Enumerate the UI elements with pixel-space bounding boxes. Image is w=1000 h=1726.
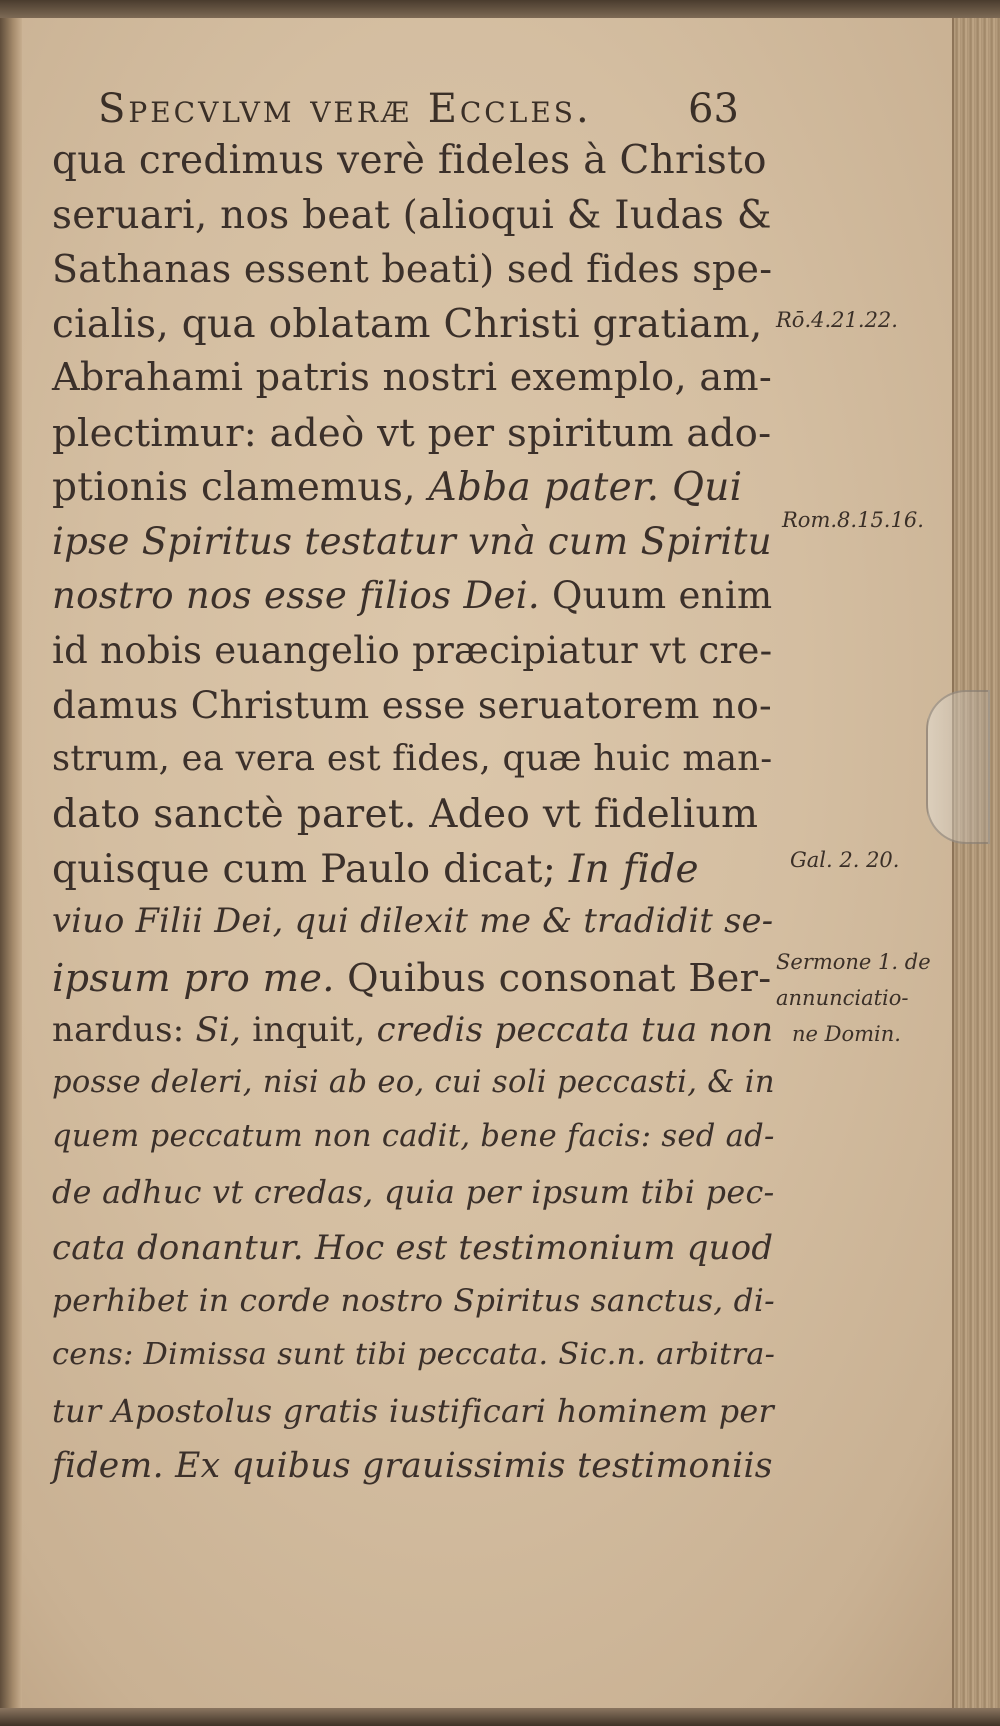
italic-text: ipsum pro me.: [52, 955, 335, 1001]
running-head: Specvlvm veræ Eccles.: [98, 86, 592, 132]
text-line: [52, 1065, 775, 1100]
text-line: [52, 1446, 773, 1486]
text-line: [52, 193, 772, 238]
italic-text: credis peccata tua non: [376, 1010, 774, 1049]
italic-text: tur Apostolus gratis iustificari hominem per: [52, 1391, 775, 1430]
italic-text: In fide: [568, 846, 699, 892]
text-line: [52, 302, 763, 347]
roman-text: dato sanctè paret. Adeo vt fidelium: [52, 792, 759, 837]
italic-text: cens: Dimissa sunt tibi peccata. Sic.n. arbitra-: [52, 1337, 776, 1372]
text-line: [52, 738, 773, 779]
italic-text: Si,: [195, 1010, 242, 1049]
roman-text: plectimur: adeò vt per spiritum ado-: [52, 410, 772, 456]
text-line: [52, 901, 773, 940]
margin-note: Sermone 1. de: [776, 950, 931, 974]
top-edge: [0, 0, 1000, 18]
italic-text: Abba pater. Qui: [428, 465, 743, 510]
text-line: [52, 138, 767, 183]
text-line: [52, 847, 699, 892]
margin-note: Gal. 2. 20.: [790, 848, 900, 872]
text-line: [52, 683, 772, 727]
italic-text: viuo Filii Dei, qui dilexit me & tradidit se-: [52, 901, 774, 940]
margin-note: Rom.8.15.16.: [782, 508, 924, 532]
page-stack-edge: [952, 18, 1000, 1708]
page-number: 63: [688, 86, 739, 132]
margin-note: annunciatio-: [776, 986, 909, 1010]
italic-text: nostro nos esse filios Dei.: [52, 574, 540, 617]
text-line: [52, 629, 772, 672]
text-line: [52, 411, 772, 456]
italic-text: fidem. Ex quibus grauissimis testimoniis: [52, 1446, 773, 1486]
roman-text: Quibus consonat Ber-: [334, 955, 772, 1001]
roman-text: nardus:: [52, 1010, 196, 1049]
text-line: [52, 1283, 775, 1319]
roman-text: Abrahami patris nostri exemplo, am-: [52, 356, 773, 400]
roman-text: Sathanas essent beati) sed fides spe-: [52, 247, 773, 291]
italic-text: de adhuc vt credas, quia per ipsum tibi pec-: [52, 1173, 775, 1211]
roman-text: strum, ea vera est fides, quæ huic man-: [52, 737, 773, 779]
text-line: [52, 956, 771, 1001]
italic-text: posse deleri, nisi ab eo, cui soli peccasti, & in: [52, 1064, 775, 1100]
roman-text: seruari, nos beat (alioqui & Iudas &: [52, 192, 772, 238]
binding-edge: [0, 18, 22, 1708]
roman-text: inquit,: [241, 1010, 377, 1049]
roman-text: quisque cum Paulo dicat;: [52, 846, 569, 892]
text-line: [52, 1228, 773, 1267]
text-line: [52, 1337, 775, 1372]
text-line: [52, 1119, 775, 1154]
italic-text: perhibet in corde nostro Spiritus sanctus, di-: [52, 1282, 775, 1319]
roman-text: Quum enim: [539, 574, 773, 617]
italic-text: cata donantur. Hoc est testimonium quod: [52, 1228, 774, 1267]
page-clip: [926, 690, 990, 844]
roman-text: id nobis euangelio præcipiatur vt cre-: [52, 628, 773, 672]
roman-text: damus Christum esse seruatorem no-: [52, 683, 772, 727]
italic-text: ipse Spiritus testatur vnà cum Spiritu: [52, 519, 772, 563]
roman-text: qua credimus verè fideles à Christo: [52, 138, 767, 183]
text-line: [52, 356, 772, 400]
text-line: [52, 520, 772, 563]
text-line: [52, 792, 758, 837]
roman-text: cialis, qua oblatam Christi gratiam,: [52, 301, 763, 347]
text-line: [52, 1010, 773, 1049]
text-line: [52, 574, 772, 617]
text-line: [52, 1174, 775, 1211]
text-line: [52, 465, 742, 510]
text-line: [52, 1392, 774, 1430]
margin-note: Rō.4.21.22.: [776, 308, 898, 332]
italic-text: quem peccatum non cadit, bene facis: sed ad-: [52, 1119, 775, 1154]
bottom-edge: [0, 1708, 1000, 1726]
margin-note: ne Domin.: [792, 1022, 901, 1046]
roman-text: ptionis clamemus,: [52, 465, 429, 510]
text-line: [52, 247, 772, 291]
